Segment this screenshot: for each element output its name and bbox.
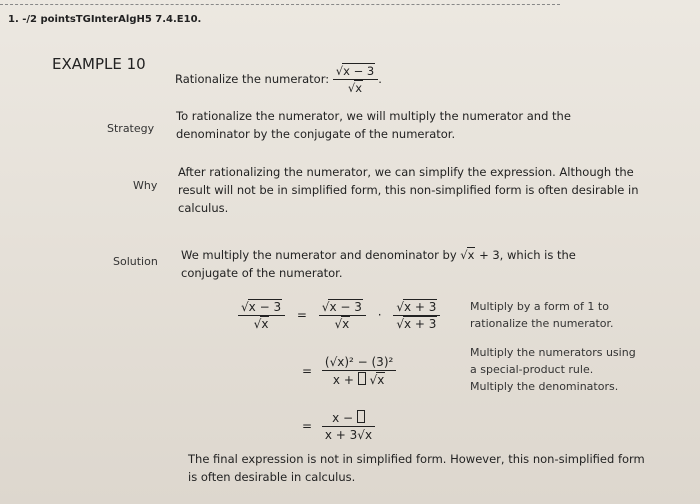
lhs-numerator: x − 3 — [248, 300, 282, 314]
eq3-numerator — [329, 410, 368, 425]
strategy-line: To rationalize the numerator, we will multiply the numerator and the — [176, 109, 571, 123]
problem-header: 1. -/2 pointsTGInterAlgH5 7.4.E10. — [8, 14, 202, 25]
why-line: result will not be in simplified form, this non-simplified form is often desirable in — [178, 183, 639, 197]
why-label: Why — [133, 179, 158, 192]
equals-sign: = — [302, 418, 313, 433]
factor2-fraction: $\frac{√x + 3}{√x + 3}$ — [393, 300, 440, 331]
eq3-num-a: x − — [332, 411, 354, 425]
sqrt-x: x — [467, 248, 475, 262]
factor2-numerator: x + 3 — [404, 300, 437, 314]
eq3-denominator: x + 3√x — [324, 428, 373, 442]
factor2-denominator: x + 3 — [404, 317, 437, 331]
equation-1 — [238, 300, 440, 331]
final-text — [188, 450, 645, 486]
dot-sign: · — [377, 308, 382, 322]
example-instruction — [175, 64, 382, 95]
problem-denominator: x — [355, 81, 363, 95]
eq2-numerator: (√x)² − (3)² — [324, 355, 394, 369]
solution-line: We multiply the numerator and denominator by √x + 3, which is the — [181, 248, 576, 262]
period: . — [378, 72, 382, 86]
why-line: After rationalizing the numerator, we can simplify the expression. Although the — [178, 165, 634, 179]
note-2 — [470, 344, 636, 395]
equals-sign: = — [302, 363, 313, 378]
eq2-den-b: x — [377, 373, 385, 387]
factor1-fraction: $\frac{√x - 3}{√x}$ — [319, 300, 366, 331]
equation-3 — [302, 410, 375, 442]
strategy-label: Strategy — [107, 122, 155, 135]
why-line: calculus. — [178, 201, 229, 215]
why-text — [178, 163, 639, 217]
problem-fraction: $\frac{√x - 3}{√x}$ — [333, 64, 378, 95]
solution-line: conjugate of the numerator. — [181, 266, 343, 280]
note-line: a special-product rule. — [470, 363, 594, 376]
note-line: rationalize the numerator. — [470, 317, 614, 330]
strategy-line: denominator by the conjugate of the numerator. — [176, 127, 456, 141]
solution-label: Solution — [113, 255, 158, 268]
example-title: EXAMPLE 10 — [52, 55, 146, 73]
instruction-text: Rationalize the numerator: — [175, 72, 330, 86]
eq2-denominator: x + √x — [332, 373, 385, 387]
strategy-text — [176, 107, 571, 143]
note-line: Multiply the numerators using — [470, 346, 636, 359]
blank-box[interactable] — [358, 372, 366, 385]
lhs-denominator: x — [261, 317, 269, 331]
equals-sign: = — [296, 308, 307, 322]
eq3-fraction — [322, 410, 375, 442]
solution-text-a: We multiply the numerator and denominator by — [181, 248, 457, 262]
final-line: The final expression is not in simplified form. However, this non-simplified form — [188, 452, 645, 466]
problem-numerator: x − 3 — [343, 64, 375, 78]
final-line: is often desirable in calculus. — [188, 470, 356, 484]
solution-text-b: + 3, which is the — [479, 248, 576, 262]
note-line: Multiply the denominators. — [470, 380, 619, 393]
note-line: Multiply by a form of 1 to — [470, 300, 609, 313]
equation-2 — [302, 355, 396, 387]
eq2-den-a: x + — [332, 373, 354, 387]
note-1 — [470, 298, 614, 332]
eq2-fraction — [322, 355, 396, 387]
solution-text — [181, 246, 576, 282]
blank-box[interactable] — [357, 410, 365, 423]
dashed-divider — [0, 4, 560, 5]
factor1-denominator: x — [342, 317, 350, 331]
lhs-fraction: $\frac{√x - 3}{√x}$ — [238, 300, 285, 331]
factor1-numerator: x − 3 — [329, 300, 362, 314]
